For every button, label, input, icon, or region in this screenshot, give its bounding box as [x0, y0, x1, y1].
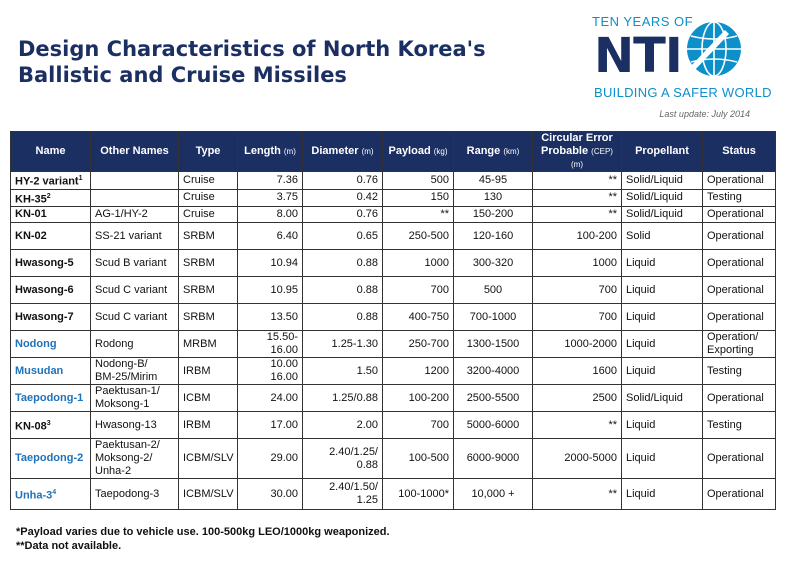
- cell-type: SRBM: [179, 250, 238, 277]
- cell-propellant: Liquid: [622, 331, 703, 358]
- header-other-names: Other Names: [91, 132, 179, 172]
- cell-payload: 1000: [383, 250, 454, 277]
- cell-status: Operational: [703, 439, 776, 479]
- cell-length: 13.50: [238, 304, 303, 331]
- cell-length: 10.94: [238, 250, 303, 277]
- cell-cep: 1600: [533, 358, 622, 385]
- cell-propellant: Liquid: [622, 439, 703, 479]
- cell-diameter: 0.42: [303, 189, 383, 207]
- cell-payload: 1200: [383, 358, 454, 385]
- cell-cep: 1000-2000: [533, 331, 622, 358]
- cell-status: Operational: [703, 479, 776, 510]
- logo-mark: NTI: [594, 28, 682, 84]
- cell-diameter: 0.76: [303, 207, 383, 223]
- table-row: [11, 439, 776, 479]
- footnote-payload: *Payload varies due to vehicle use. 100-500kg LEO/1000kg weaponized.: [16, 526, 390, 538]
- cell-other-names: [91, 172, 179, 190]
- cell-name: Hwasong-7: [11, 304, 91, 331]
- cell-other-names: AG-1/HY-2: [91, 207, 179, 223]
- cell-payload: 250-500: [383, 223, 454, 250]
- table-row: [11, 358, 776, 385]
- cell-range: 3200-4000: [454, 358, 533, 385]
- cell-other-names: Nodong-B/ BM-25/Mirim: [91, 358, 179, 385]
- header-cep: Circular Error Probable (CEP) (m): [533, 132, 622, 172]
- cell-length: 15.50- 16.00: [238, 331, 303, 358]
- last-update: Last update: July 2014: [659, 109, 750, 119]
- footnote-marker: 4: [52, 488, 57, 496]
- cell-range: 2500-5500: [454, 385, 533, 412]
- cell-type: SRBM: [179, 277, 238, 304]
- cell-propellant: Liquid: [622, 412, 703, 439]
- globe-icon: [685, 20, 743, 78]
- cell-name: HY-2 variant$^1$: [11, 172, 91, 190]
- cell-other-names: Scud C variant: [91, 304, 179, 331]
- cell-payload: 700: [383, 277, 454, 304]
- cell-name: KN-01: [11, 207, 91, 223]
- cell-type: MRBM: [179, 331, 238, 358]
- table-row: [11, 479, 776, 510]
- cell-name: Unha-$3^4$: [11, 479, 91, 510]
- cell-type: Cruise: [179, 189, 238, 207]
- cell-status: Operational: [703, 172, 776, 190]
- cell-cep: **: [533, 207, 622, 223]
- cell-name: Hwasong-6: [11, 277, 91, 304]
- cell-other-names: Paektusan-2/ Moksong-2/ Unha-2: [91, 439, 179, 479]
- cell-status: Operational: [703, 277, 776, 304]
- cell-range: 130: [454, 189, 533, 207]
- cell-diameter: 1.25-1.30: [303, 331, 383, 358]
- cell-status: Operational: [703, 207, 776, 223]
- cell-cep: 2500: [533, 385, 622, 412]
- cell-cep: 700: [533, 304, 622, 331]
- cell-status: Testing: [703, 358, 776, 385]
- cell-type: ICBM: [179, 385, 238, 412]
- cell-other-names: Scud C variant: [91, 277, 179, 304]
- cell-other-names: SS-21 variant: [91, 223, 179, 250]
- cell-payload: 100-1000*: [383, 479, 454, 510]
- cell-cep: **: [533, 479, 622, 510]
- cell-propellant: Liquid: [622, 358, 703, 385]
- cell-payload: 100-200: [383, 385, 454, 412]
- cell-cep: 2000-5000: [533, 439, 622, 479]
- header-diameter: Diameter (m): [303, 132, 383, 172]
- cell-length: 17.00: [238, 412, 303, 439]
- cell-range: 6000-9000: [454, 439, 533, 479]
- cell-range: 700-1000: [454, 304, 533, 331]
- cell-propellant: Liquid: [622, 277, 703, 304]
- cell-propellant: Solid/Liquid: [622, 207, 703, 223]
- cell-other-names: Paektusan-1/ Moksong-1: [91, 385, 179, 412]
- cell-diameter: 0.88: [303, 250, 383, 277]
- cell-status: Testing: [703, 189, 776, 207]
- cell-payload: **: [383, 207, 454, 223]
- cell-length: 30.00: [238, 479, 303, 510]
- cell-type: IRBM: [179, 412, 238, 439]
- cell-range: 5000-6000: [454, 412, 533, 439]
- title-line-1: Design Characteristics of North Korea's: [18, 37, 486, 61]
- cell-diameter: 1.50: [303, 358, 383, 385]
- cell-length: 10.00 16.00: [238, 358, 303, 385]
- missile-table: [10, 131, 776, 510]
- title-line-2: Ballistic and Cruise Missiles: [18, 63, 347, 87]
- cell-other-names: [91, 189, 179, 207]
- cell-cep: 100-200: [533, 223, 622, 250]
- cell-type: IRBM: [179, 358, 238, 385]
- cell-diameter: 0.65: [303, 223, 383, 250]
- table-row: [11, 172, 776, 190]
- page-title: [18, 36, 488, 88]
- table-row: [11, 331, 776, 358]
- table-row: [11, 223, 776, 250]
- table-body: [11, 172, 776, 510]
- cell-range: 10,000 +: [454, 479, 533, 510]
- cell-propellant: Liquid: [622, 250, 703, 277]
- cell-other-names: Rodong: [91, 331, 179, 358]
- cell-diameter: 0.88: [303, 304, 383, 331]
- cell-name: $KH-35^2$: [11, 189, 91, 207]
- cell-range: 45-95: [454, 172, 533, 190]
- cell-range: 1300-1500: [454, 331, 533, 358]
- cell-length: 6.40: [238, 223, 303, 250]
- footnote-marker: 1: [78, 175, 83, 182]
- table-row: [11, 189, 776, 207]
- cell-payload: 250-700: [383, 331, 454, 358]
- cell-other-names: Hwasong-13: [91, 412, 179, 439]
- cell-length: 10.95: [238, 277, 303, 304]
- cell-type: SRBM: [179, 304, 238, 331]
- header-name: Name: [11, 132, 91, 172]
- cell-range: 150-200: [454, 207, 533, 223]
- cell-propellant: Liquid: [622, 304, 703, 331]
- footnotes: [16, 525, 390, 553]
- cell-status: Operational: [703, 304, 776, 331]
- cell-name: Musudan: [11, 358, 91, 385]
- cell-propellant: Solid: [622, 223, 703, 250]
- nti-logo: [592, 12, 772, 102]
- cell-propellant: Solid/Liquid: [622, 189, 703, 207]
- cell-diameter: 1.25/0.88: [303, 385, 383, 412]
- header-status: Status: [703, 132, 776, 172]
- cell-length: 8.00: [238, 207, 303, 223]
- cell-length: 24.00: [238, 385, 303, 412]
- cell-cep: **: [533, 172, 622, 190]
- cell-length: 3.75: [238, 189, 303, 207]
- cell-name: Hwasong-5: [11, 250, 91, 277]
- cell-cep: **: [533, 189, 622, 207]
- logo-tagline: BUILDING A SAFER WORLD: [594, 85, 772, 100]
- cell-name: $KN-08^3$: [11, 412, 91, 439]
- header-type: Type: [179, 132, 238, 172]
- cell-propellant: Solid/Liquid: [622, 172, 703, 190]
- footnote-no-data: **Data not available.: [16, 540, 122, 552]
- cell-diameter: 2.00: [303, 412, 383, 439]
- cell-range: 300-320: [454, 250, 533, 277]
- cell-range: 500: [454, 277, 533, 304]
- table-row: [11, 250, 776, 277]
- cell-diameter: 2.40/1.50/ 1.25: [303, 479, 383, 510]
- header-range: Range (km): [454, 132, 533, 172]
- cell-payload: 500: [383, 172, 454, 190]
- footnote-marker: 3: [46, 419, 51, 427]
- cell-status: Testing: [703, 412, 776, 439]
- cell-range: 120-160: [454, 223, 533, 250]
- cell-status: Operational: [703, 223, 776, 250]
- cell-status: Operational: [703, 250, 776, 277]
- cell-type: ICBM/SLV: [179, 439, 238, 479]
- cell-diameter: 0.88: [303, 277, 383, 304]
- table-row: [11, 385, 776, 412]
- cell-cep: **: [533, 412, 622, 439]
- cell-diameter: 0.76: [303, 172, 383, 190]
- cell-type: Cruise: [179, 207, 238, 223]
- table-row: [11, 304, 776, 331]
- cell-payload: 400-750: [383, 304, 454, 331]
- table-row: [11, 412, 776, 439]
- cell-length: 29.00: [238, 439, 303, 479]
- header-length: Length (m): [238, 132, 303, 172]
- cell-name: Taepodong-1: [11, 385, 91, 412]
- table-row: [11, 277, 776, 304]
- logo-top-text: TEN YEARS OF: [592, 14, 694, 29]
- table-row: [11, 207, 776, 223]
- header-propellant: Propellant: [622, 132, 703, 172]
- cell-propellant: Solid/Liquid: [622, 385, 703, 412]
- table-header-row: [11, 132, 776, 172]
- cell-payload: 150: [383, 189, 454, 207]
- cell-payload: 100-500: [383, 439, 454, 479]
- cell-other-names: Taepodong-3: [91, 479, 179, 510]
- cell-other-names: Scud B variant: [91, 250, 179, 277]
- cell-payload: 700: [383, 412, 454, 439]
- cell-cep: 1000: [533, 250, 622, 277]
- cell-name: Taepodong-2: [11, 439, 91, 479]
- cell-length: 7.36: [238, 172, 303, 190]
- header-payload: Payload (kg): [383, 132, 454, 172]
- cell-type: Cruise: [179, 172, 238, 190]
- cell-type: ICBM/SLV: [179, 479, 238, 510]
- cell-diameter: 2.40/1.25/ 0.88: [303, 439, 383, 479]
- footnote-marker: 2: [46, 192, 51, 200]
- cell-name: Nodong: [11, 331, 91, 358]
- cell-status: Operational: [703, 385, 776, 412]
- cell-propellant: Liquid: [622, 479, 703, 510]
- cell-status: Operation/ Exporting: [703, 331, 776, 358]
- cell-type: SRBM: [179, 223, 238, 250]
- cell-cep: 700: [533, 277, 622, 304]
- cell-name: KN-02: [11, 223, 91, 250]
